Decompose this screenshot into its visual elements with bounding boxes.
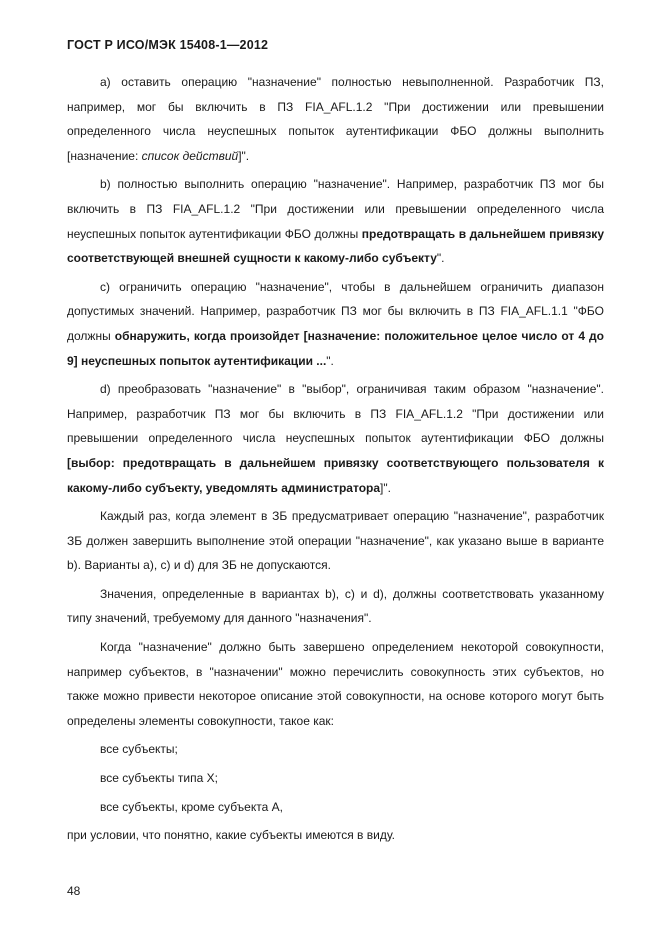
list-item: все субъекты; bbox=[100, 742, 178, 757]
paragraph-c: с) ограничить операцию "назначение", чтобы в дальнейшем ограничить диапазон допустимых значений. Например, разработчик ПЗ мог бы включить в ПЗ FIA_AFL.1.1 "ФБО должны обнаружить, когда произойдет [назначение: положительное целое число от 4 до 9] неуспешных попыток аутентификации ...". bbox=[67, 279, 604, 368]
paragraph-condition: при условии, что понятно, какие субъекты имеются в виду. bbox=[67, 828, 395, 843]
document-header: ГОСТ Р ИСО/МЭК 15408-1—2012 bbox=[67, 38, 269, 52]
paragraph-assignment-completion: Каждый раз, когда элемент в ЗБ предусматривает операцию "назначение", разработчик ЗБ должен завершить выполнение этой операции "назначение", как указано выше в варианте b). Варианты а), с) и d) для ЗБ не допускаются. bbox=[67, 509, 604, 573]
list-item: все субъекты, кроме субъекта А, bbox=[100, 799, 283, 814]
page-number: 48 bbox=[67, 884, 81, 898]
document-body bbox=[67, 70, 604, 852]
list-item: все субъекты типа X; bbox=[100, 771, 218, 786]
paragraph-a: а) оставить операцию "назначение" полностью невыполненной. Разработчик ПЗ, например, мог бы включить в ПЗ FIA_AFL.1.2 "При достижении или превышении определенного числа неуспешных попыток аутентификации ФБО должны выполнить [назначение: список действий]". bbox=[67, 75, 604, 163]
paragraph-d: d) преобразовать "назначение" в "выбор", ограничивая таким образом "назначение". Например, разработчик ПЗ мог бы включить в ПЗ FIA_AFL.1.2 "При достижении или превышении определенного числа неуспешных попыток аутентификации ФБО должны [выбор: предотвращать в дальнейшем привязку соответствующего пользователя к какому-либо субъекту, уведомлять администратора]". bbox=[67, 382, 604, 495]
paragraph-value-types: Значения, определенные в вариантах b), с) и d), должны соответствовать указанному типу значений, требуемому для данного "назначения". bbox=[67, 586, 604, 626]
paragraph-set-definition: Когда "назначение" должно быть завершено определением некоторой совокупности, например субъектов, в "назначении" можно перечислить совокупность этих субъектов, но также можно привести некоторое описание этой совокупности, на основе которого могут быть определены элементы совокупности, такое как: bbox=[67, 640, 604, 728]
paragraph-b: b) полностью выполнить операцию "назначение". Например, разработчик ПЗ мог бы включить в ПЗ FIA_AFL.1.2 "При достижении или превышении определенного числа неуспешных попыток аутентификации ФБО должны предотвращать в дальнейшем привязку соответствующей внешней сущности к какому-либо субъекту". bbox=[67, 177, 604, 266]
